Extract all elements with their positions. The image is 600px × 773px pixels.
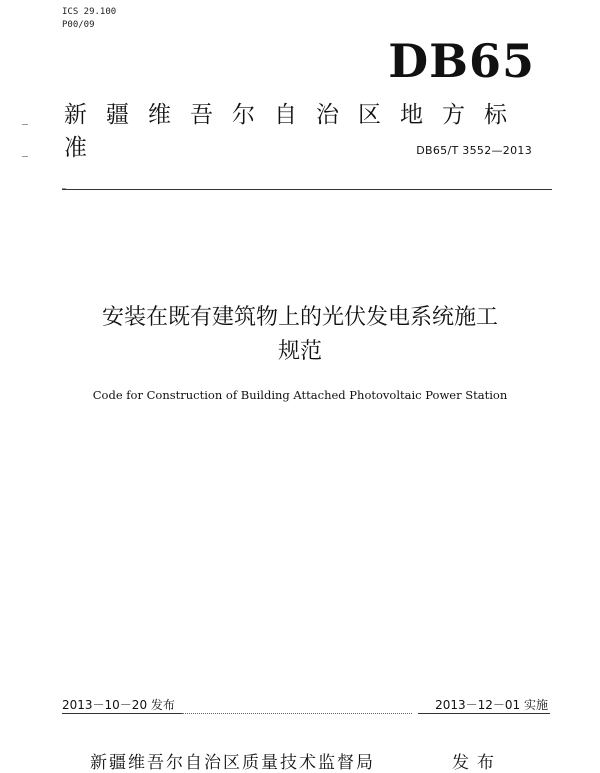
class-code: P00/09 bbox=[62, 20, 95, 30]
publish-label: 发布 bbox=[452, 753, 502, 773]
document-title-line1: 安装在既有建筑物上的光伏发电系统施工 bbox=[101, 305, 498, 330]
publisher-name: 新疆维吾尔自治区质量技术监督局 bbox=[90, 753, 375, 773]
footer-divider bbox=[182, 713, 412, 714]
header-divider bbox=[62, 189, 552, 190]
ics-code: ICS 29.100 bbox=[62, 7, 117, 17]
db65-logo: DB65 bbox=[388, 34, 535, 88]
scan-mark bbox=[22, 124, 28, 125]
effective-date: 2013－12－01 实施 bbox=[435, 698, 548, 712]
footer-divider bbox=[62, 713, 182, 714]
footer-divider bbox=[418, 713, 550, 714]
english-title: Code for Construction of Building Attached Photovoltaic Power Station bbox=[92, 388, 508, 402]
scan-mark bbox=[62, 188, 66, 189]
document-title-line2: 规范 bbox=[277, 339, 322, 364]
classification-codes bbox=[62, 6, 116, 32]
standard-name: 新疆维吾尔自治区地方标准 bbox=[64, 102, 526, 161]
standard-number: DB65/T 3552—2013 bbox=[416, 144, 532, 157]
scan-mark bbox=[22, 156, 28, 157]
issue-date: 2013－10－20 发布 bbox=[62, 698, 175, 712]
